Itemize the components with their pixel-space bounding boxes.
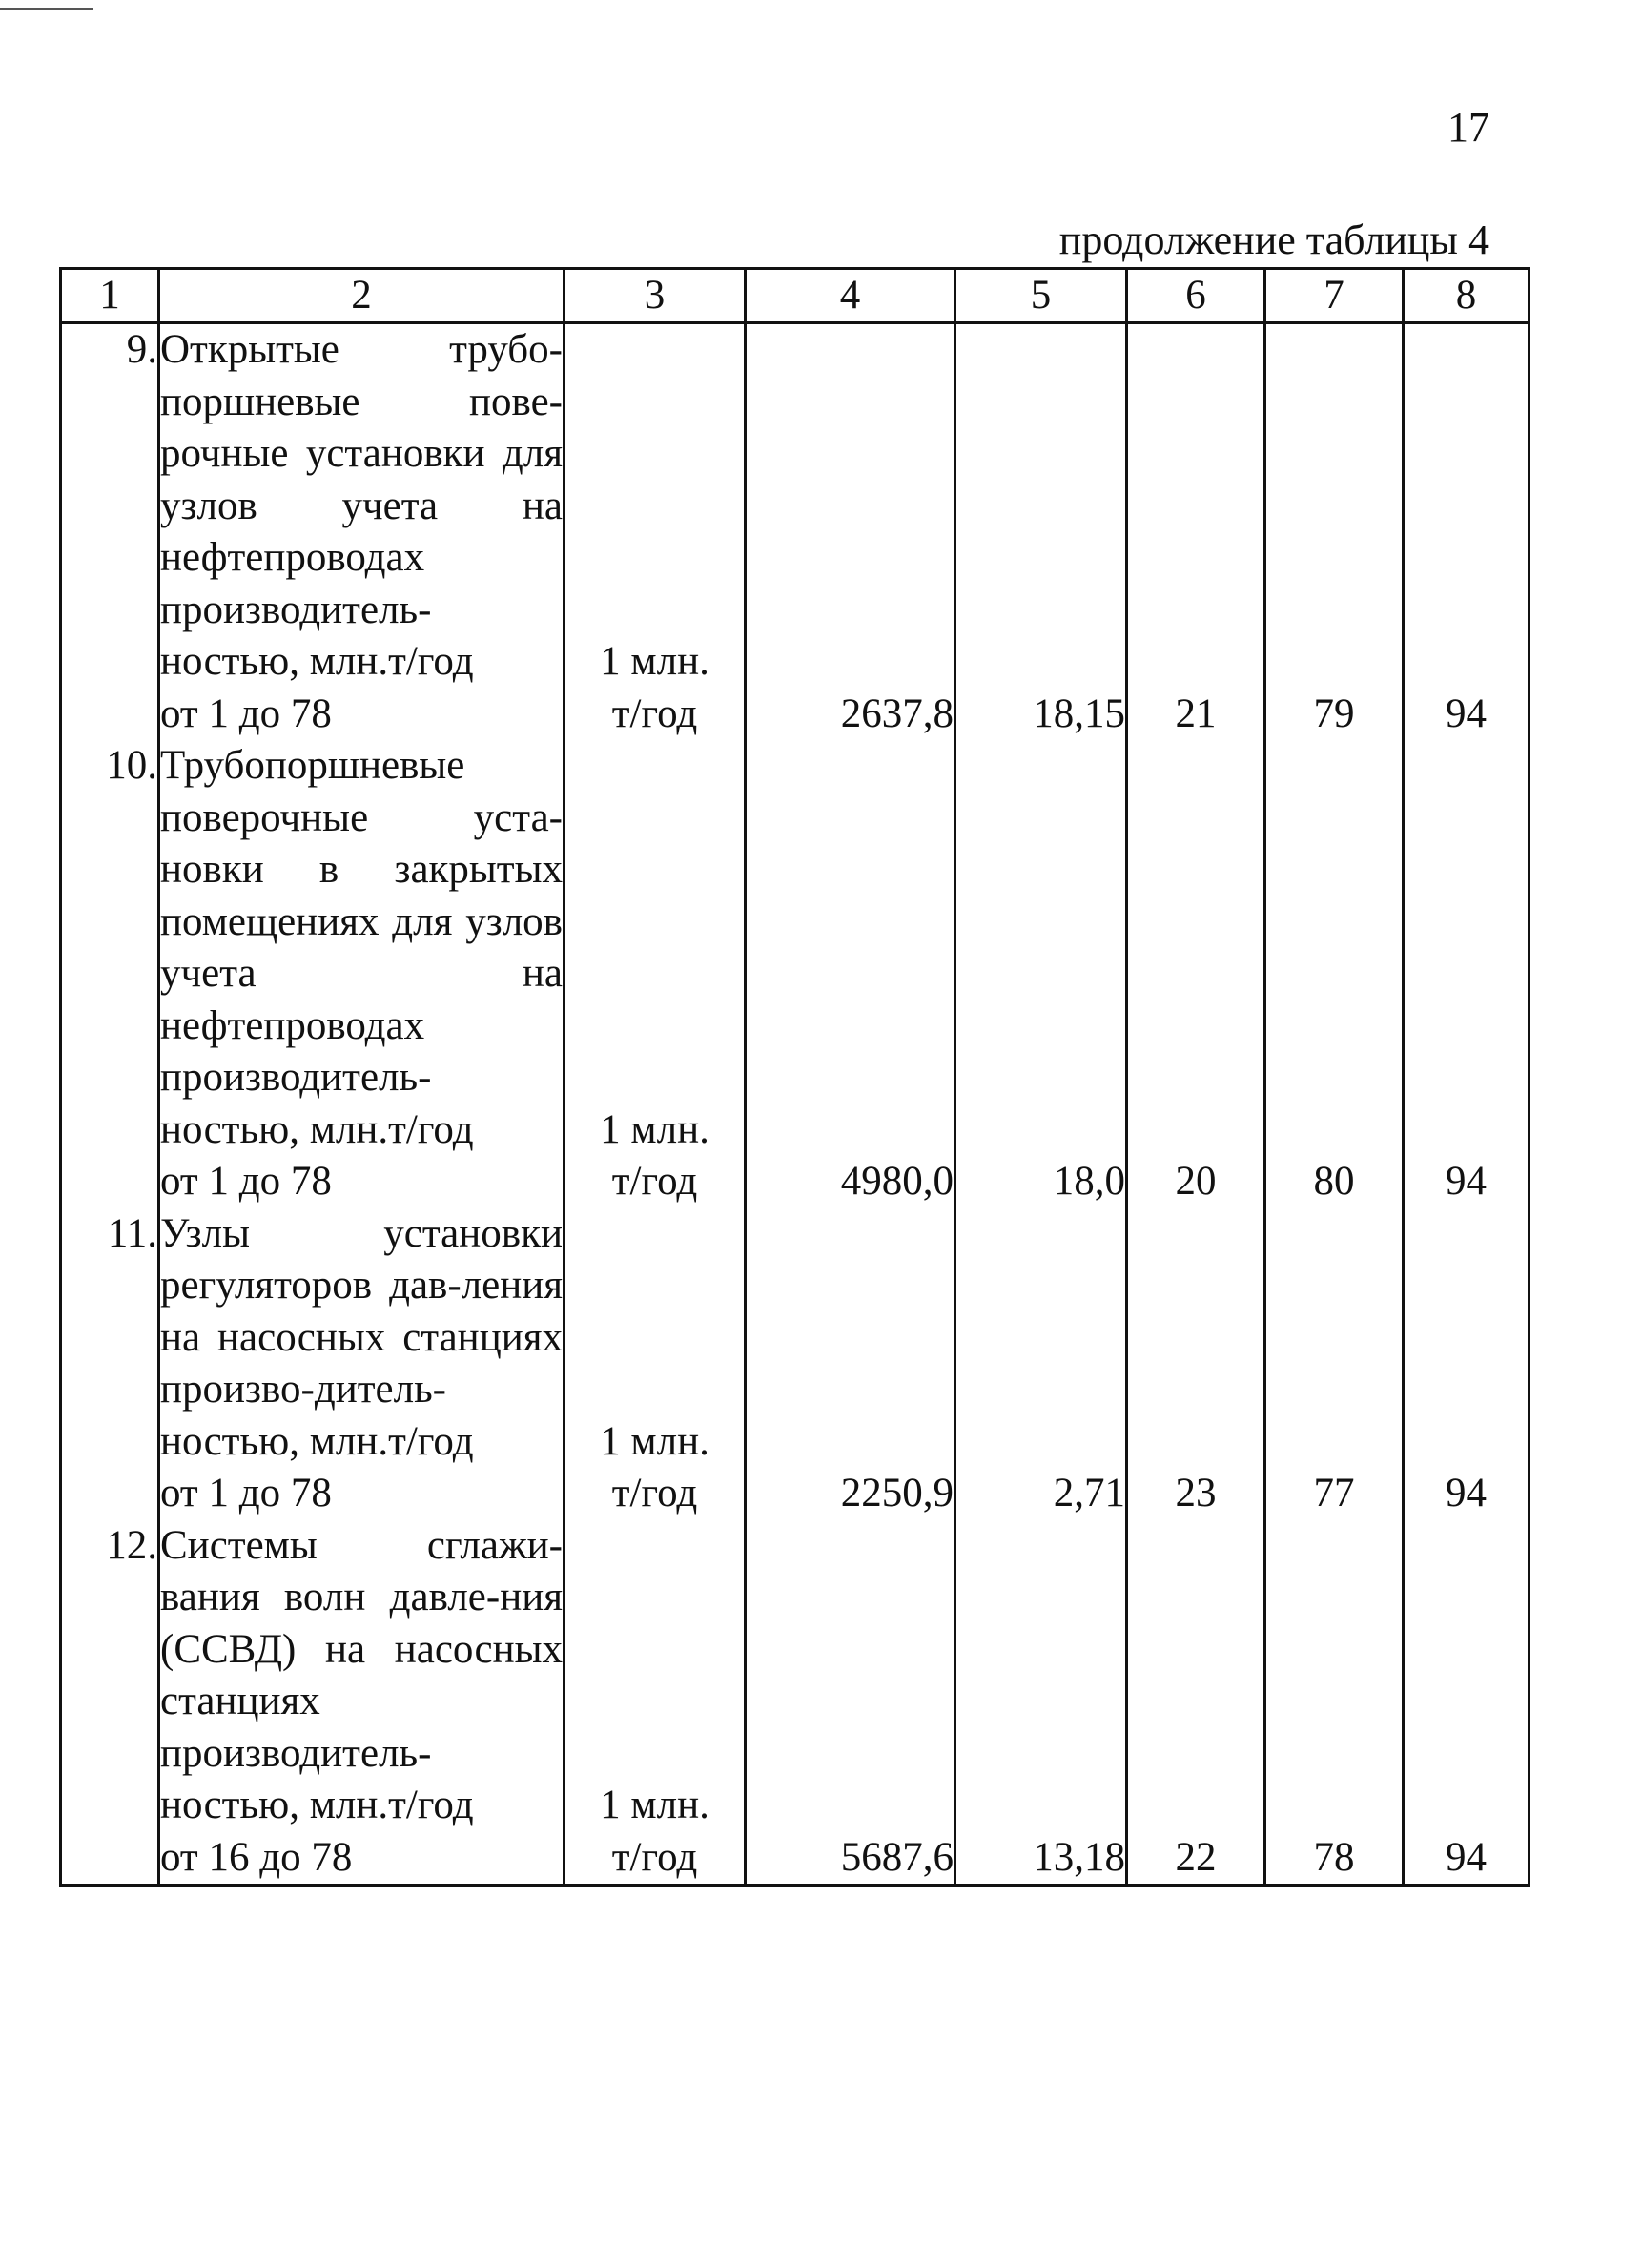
row-number: 11. (61, 1208, 159, 1520)
table-row (61, 323, 1529, 741)
row-number: 10. (61, 740, 159, 1208)
header-cell: 8 (1404, 269, 1529, 323)
unit-cell (564, 323, 746, 741)
description-range: от 1 до 78 (160, 691, 332, 736)
cell-col5: 2,71 (955, 1208, 1127, 1520)
cell-col7: 79 (1265, 323, 1404, 741)
description-range: от 1 до 78 (160, 1159, 332, 1204)
table-row (61, 1208, 1529, 1520)
header-cell: 1 (61, 269, 159, 323)
cell-col4: 2250,9 (746, 1208, 955, 1520)
table-row (61, 740, 1529, 1208)
row-description (159, 1520, 564, 1886)
cell-col6: 23 (1127, 1208, 1265, 1520)
cell-col4: 5687,6 (746, 1520, 955, 1886)
description-range: от 16 до 78 (160, 1834, 353, 1880)
header-cell: 2 (159, 269, 564, 323)
cell-col7: 77 (1265, 1208, 1404, 1520)
row-description (159, 323, 564, 741)
cell-col8: 94 (1404, 740, 1529, 1208)
unit-cell (564, 1520, 746, 1886)
cell-col6: 22 (1127, 1520, 1265, 1886)
table-row (61, 1520, 1529, 1886)
data-table (59, 267, 1530, 1887)
description-text: Открытые трубо-поршневые пове-рочные установки для узлов учета на нефтепроводах производитель-ностью, млн.т/год (160, 327, 563, 684)
cell-col5: 13,18 (955, 1520, 1127, 1886)
description-text: Трубопоршневые поверочные уста-новки в закрытых помещениях для узлов учета на нефтепроводах производитель-ностью, млн.т/год (160, 743, 563, 1152)
row-number: 12. (61, 1520, 159, 1886)
unit-line: 1 млн. (600, 1418, 709, 1464)
cell-col5: 18,15 (955, 323, 1127, 741)
header-cell: 6 (1127, 269, 1265, 323)
cell-col8: 94 (1404, 323, 1529, 741)
table-caption: продолжение таблицы 4 (1058, 216, 1489, 263)
cell-col7: 80 (1265, 740, 1404, 1208)
unit-cell (564, 740, 746, 1208)
cell-col8: 94 (1404, 1208, 1529, 1520)
cell-col5: 18,0 (955, 740, 1127, 1208)
unit-line: т/год (611, 1834, 698, 1880)
page-number: 17 (1447, 104, 1489, 151)
row-number: 9. (61, 323, 159, 741)
header-cell: 5 (955, 269, 1127, 323)
row-description (159, 1208, 564, 1520)
unit-line: 1 млн. (600, 1783, 709, 1827)
unit-line: 1 млн. (600, 639, 709, 684)
header-row (61, 269, 1529, 323)
description-range: от 1 до 78 (160, 1471, 332, 1515)
header-cell: 3 (564, 269, 746, 323)
cell-col8: 94 (1404, 1520, 1529, 1886)
corner-rule (0, 8, 93, 10)
unit-line: т/год (611, 691, 698, 736)
cell-col4: 2637,8 (746, 323, 955, 741)
unit-cell (564, 1208, 746, 1520)
cell-col6: 20 (1127, 740, 1265, 1208)
description-text: Системы сглажи-вания волн давле-ния (ССВД) на насосных станциях производитель-ностью, млн.т/год (160, 1522, 563, 1827)
cell-col7: 78 (1265, 1520, 1404, 1886)
header-cell: 4 (746, 269, 955, 323)
unit-line: т/год (611, 1159, 698, 1204)
header-cell: 7 (1265, 269, 1404, 323)
unit-line: т/год (611, 1471, 698, 1515)
unit-line: 1 млн. (600, 1106, 709, 1152)
cell-col6: 21 (1127, 323, 1265, 741)
cell-col4: 4980,0 (746, 740, 955, 1208)
description-text: Узлы установки регуляторов дав-ления на насосных станциях произво-дитель-ностью, млн.т/год (160, 1210, 563, 1464)
row-description (159, 740, 564, 1208)
